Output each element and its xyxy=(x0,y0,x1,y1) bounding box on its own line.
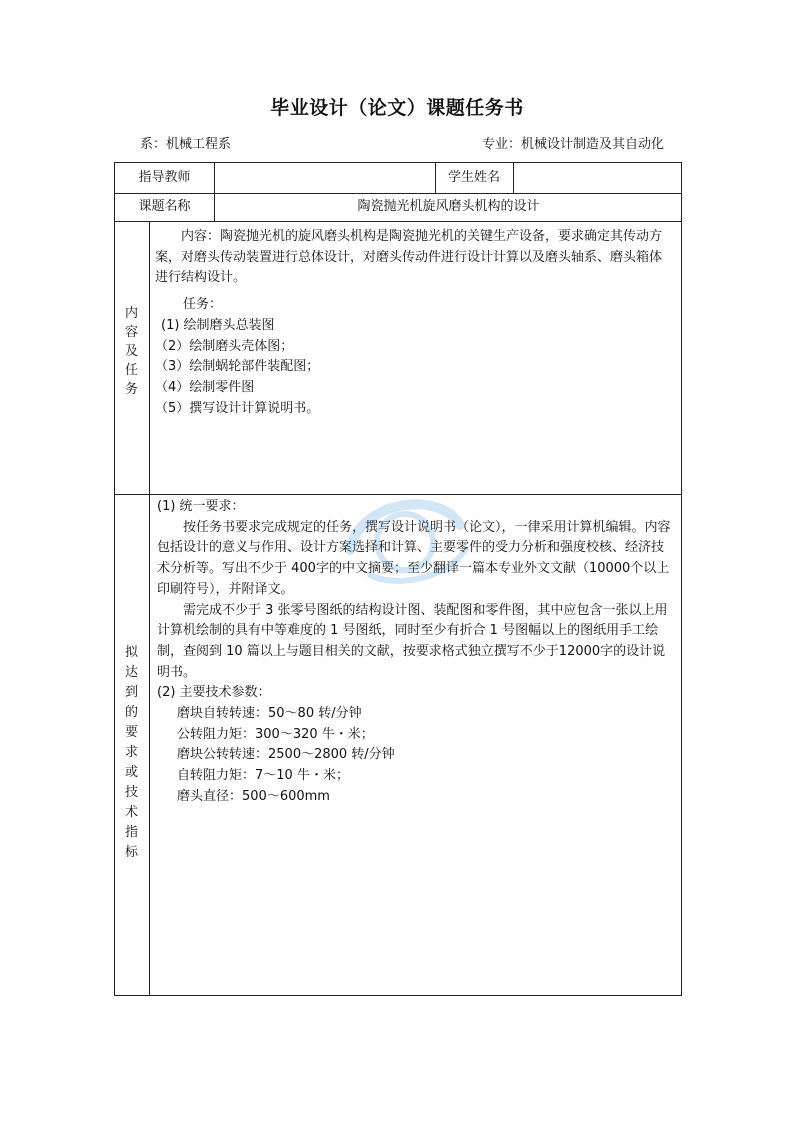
major-label: 专业：机械设计制造及其自动化 xyxy=(481,137,664,152)
task-item: （3）绘制蜗轮部件装配图； xyxy=(155,359,320,375)
content-block xyxy=(155,227,673,419)
document-title: 毕业设计（论文）课题任务书 xyxy=(270,97,524,119)
param-item: 公转阻力矩：300～320 牛・米； xyxy=(177,726,374,742)
req-heading-2: (2) 主要技术参数： xyxy=(157,685,271,701)
topic-label: 课题名称 xyxy=(138,199,191,214)
department-label: 系：机械工程系 xyxy=(140,137,232,152)
content-tasks-label: 内 容 及 任 务 xyxy=(124,306,138,397)
param-item: 磨块公转转速：2500～2800 转/分钟 xyxy=(177,747,395,763)
param-item: 磨块自转转速：50～80 转/分钟 xyxy=(177,706,362,722)
watermark-logo xyxy=(330,480,480,600)
task-item: （2）绘制磨头壳体图； xyxy=(155,338,294,354)
param-item: 磨头直径：500～600mm xyxy=(177,788,330,804)
req-para-1: 按任务书要求完成规定的任务，撰写设计说明书（论文），一律采用计算机编辑。内容包括设计的意义与作用、设计方案选择和计算、主要零件的受力分析和强度校核、经济技术分析等。写出不少于 400字的中文摘要；至少翻译一篇本专业外文文献（10000个以上印刷符号），并附译文。 xyxy=(157,519,671,597)
advisor-label: 指导教师 xyxy=(138,170,191,185)
task-item: （5）撰写设计计算说明书。 xyxy=(155,400,320,416)
tasks-heading: 任务： xyxy=(183,297,223,313)
req-para-2: 需完成不少于 3 张零号图纸的结构设计图、装配图和零件图，其中应包含一张以上用计算机绘制的具有中等难度的 1 号图纸，同时至少有折合 1 号图幅以上的图纸用手工绘制，查阅到 10 篇以上与题目相关的文献，按要求格式独立撰写不少于12000字的设计说明书。 xyxy=(157,602,668,680)
task-item: （4）绘制零件图 xyxy=(155,379,255,395)
content-intro: 内容：陶瓷抛光机的旋风磨头机构是陶瓷抛光机的关键生产设备，要求确定其传动方案，对磨头传动装置进行总体设计，对磨头传动件进行设计计算以及磨头轴系、磨头箱体进行结构设计。 xyxy=(155,229,663,286)
topic-value: 陶瓷抛光机旋风磨头机构的设计 xyxy=(357,199,540,214)
student-label: 学生姓名 xyxy=(447,170,500,185)
requirements-label: 拟 达 到 的 要 求 或 技 术 指 标 xyxy=(124,645,138,860)
task-item: (1) 绘制磨头总装图 xyxy=(161,317,275,333)
req-heading-1: (1) 统一要求： xyxy=(157,499,245,514)
param-item: 自转阻力矩：7～10 牛・米； xyxy=(177,768,349,784)
